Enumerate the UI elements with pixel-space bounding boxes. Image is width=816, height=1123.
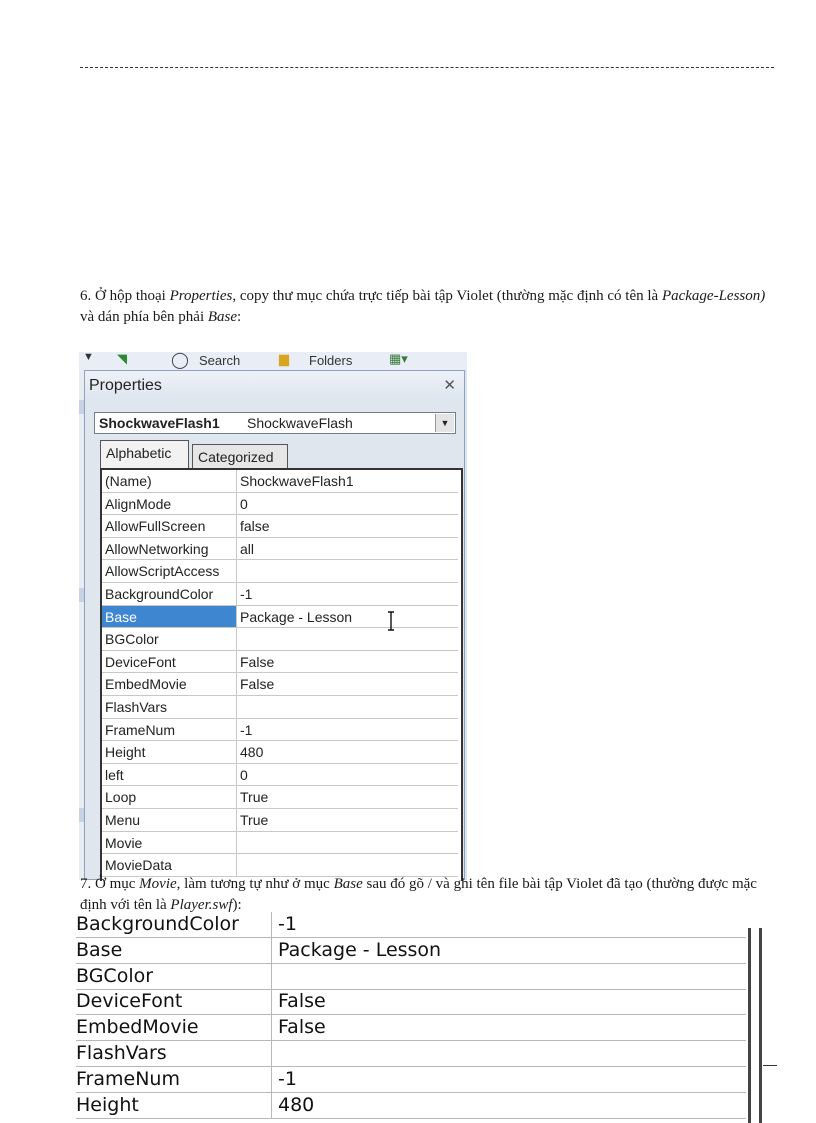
property-row[interactable] [102, 583, 458, 606]
step-6-text: Ở hộp thoại [91, 288, 170, 304]
object-selector[interactable] [94, 412, 456, 434]
property-name: AlignMode [102, 493, 237, 515]
property-row[interactable] [102, 651, 458, 674]
property-value[interactable]: False [240, 676, 275, 693]
dropdown-arrow-icon[interactable]: ▼ [435, 414, 454, 432]
step-6-em-base: Base [207, 309, 238, 325]
zoomed-property-row[interactable] [76, 938, 746, 964]
property-name: left [102, 764, 237, 786]
properties-title: Properties [89, 377, 162, 394]
zoomed-property-name: FlashVars [76, 1041, 272, 1066]
property-value[interactable]: Package - Lesson [240, 608, 353, 625]
scrollbar[interactable] [748, 928, 762, 1123]
step-6-number: 6. [80, 288, 92, 304]
properties-titlebar [85, 371, 464, 401]
property-name: BackgroundColor [102, 583, 237, 605]
page-edge-mark [763, 1065, 777, 1066]
views-icon[interactable]: ▦▾ [389, 351, 408, 366]
step-7-text: sau đó gõ / và ghi tên file bài tập Violet đã tạo (thường được mặc định với tên là [80, 876, 757, 913]
property-row[interactable] [102, 741, 458, 764]
zoomed-property-name: BGColor [76, 964, 272, 989]
property-value[interactable]: all [240, 540, 255, 557]
zoomed-property-name: EmbedMovie [76, 1015, 272, 1040]
property-name: FlashVars [102, 696, 237, 718]
property-row[interactable] [102, 764, 458, 787]
property-row[interactable] [102, 719, 458, 742]
property-value[interactable]: 0 [240, 495, 248, 512]
zoomed-property-row[interactable] [76, 1093, 746, 1119]
zoomed-property-name: Height [76, 1093, 272, 1118]
properties-screenshot [79, 352, 467, 880]
folders-icon[interactable]: ▆ [279, 351, 289, 366]
back-arrow-icon[interactable]: ▼ [83, 351, 94, 363]
property-name: DeviceFont [102, 651, 237, 673]
header-dashed-rule [80, 67, 774, 68]
zoomed-property-name: BackgroundColor [76, 912, 272, 937]
zoomed-property-value[interactable]: False [278, 1016, 326, 1039]
search-label[interactable]: Search [199, 353, 241, 368]
zoomed-property-row[interactable] [76, 964, 746, 990]
step-6-text: : [237, 309, 242, 325]
search-icon[interactable]: ◯ [171, 352, 189, 369]
property-row[interactable] [102, 606, 458, 629]
step-6-text: , copy thư mục chứa trực tiếp bài tập Violet (thường mặc định có tên là [232, 288, 662, 304]
property-row[interactable] [102, 809, 458, 832]
property-name: BGColor [102, 628, 237, 650]
property-row[interactable] [102, 673, 458, 696]
tab-alphabetic[interactable]: Alphabetic [100, 440, 189, 468]
property-row[interactable] [102, 493, 458, 516]
zoomed-property-row[interactable] [76, 912, 746, 938]
property-row[interactable] [102, 515, 458, 538]
properties-window [84, 370, 465, 880]
zoomed-property-value[interactable]: Package - Lesson [278, 938, 442, 961]
zoomed-property-row[interactable] [76, 1041, 746, 1067]
zoomed-property-name: DeviceFont [76, 989, 272, 1014]
step-7-text: ): [232, 897, 242, 913]
property-name: Menu [102, 809, 237, 831]
property-value[interactable]: 480 [240, 744, 264, 761]
step-6-em-properties: Properties [169, 288, 233, 304]
property-name: EmbedMovie [102, 673, 237, 695]
zoomed-properties-screenshot [76, 913, 762, 1123]
zoomed-property-row[interactable] [76, 1015, 746, 1041]
zoomed-property-name: FrameNum [76, 1067, 272, 1092]
zoomed-property-value[interactable]: 480 [278, 1093, 315, 1116]
property-value[interactable]: -1 [240, 721, 253, 738]
property-value[interactable]: False [240, 653, 275, 670]
step-7-em-player: Player.swf [170, 897, 233, 913]
object-name: ShockwaveFlash1 [99, 415, 220, 431]
property-name: Loop [102, 786, 237, 808]
tab-categorized[interactable]: Categorized [192, 444, 288, 468]
step-7-em-movie: Movie [139, 876, 177, 892]
property-name: Height [102, 741, 237, 763]
step-7-em-base: Base [333, 876, 363, 892]
zoomed-property-row[interactable] [76, 1067, 746, 1093]
explorer-toolbar [79, 352, 467, 370]
property-value[interactable]: -1 [240, 586, 253, 602]
property-row[interactable] [102, 786, 458, 809]
property-value[interactable]: True [240, 789, 269, 806]
step-7-text: Ở mục [91, 876, 140, 892]
step-6-text: và dán phía bên phải [80, 309, 208, 325]
step-7-paragraph [80, 874, 770, 916]
property-value[interactable]: 0 [240, 766, 248, 783]
property-row[interactable] [102, 628, 458, 651]
property-name: FrameNum [102, 719, 237, 741]
close-icon[interactable]: ✕ [443, 377, 456, 394]
zoomed-property-value[interactable]: False [278, 990, 326, 1013]
step-6-paragraph [80, 286, 770, 328]
step-7-text: , làm tương tự như ở mục [176, 876, 334, 892]
property-name: Base [102, 606, 237, 628]
zoomed-property-value[interactable]: -1 [278, 1067, 297, 1090]
property-name: Movie [102, 832, 237, 854]
property-name: (Name) [102, 470, 237, 492]
property-name: MovieData [102, 854, 237, 876]
property-name: AllowScriptAccess [102, 560, 237, 582]
step-7-number: 7. [80, 876, 92, 892]
folders-label[interactable]: Folders [309, 353, 353, 368]
property-row[interactable] [102, 538, 458, 561]
property-value[interactable]: True [240, 812, 269, 828]
up-folder-icon[interactable]: ◥ [117, 351, 127, 366]
zoomed-property-name: Base [76, 938, 272, 963]
property-value[interactable]: ShockwaveFlash1 [240, 473, 354, 489]
property-name: AllowNetworking [102, 538, 237, 560]
property-value[interactable]: false [240, 518, 270, 535]
property-row[interactable] [102, 470, 458, 493]
property-row[interactable] [102, 832, 458, 855]
property-row[interactable] [102, 560, 458, 583]
property-row[interactable] [102, 696, 458, 719]
property-name: AllowFullScreen [102, 515, 237, 537]
object-type: ShockwaveFlash [247, 415, 353, 431]
step-6-em-package: Package-Lesson) [661, 288, 766, 304]
property-grid [100, 468, 463, 881]
zoomed-property-row[interactable] [76, 989, 746, 1015]
zoomed-property-value[interactable]: -1 [278, 913, 297, 935]
